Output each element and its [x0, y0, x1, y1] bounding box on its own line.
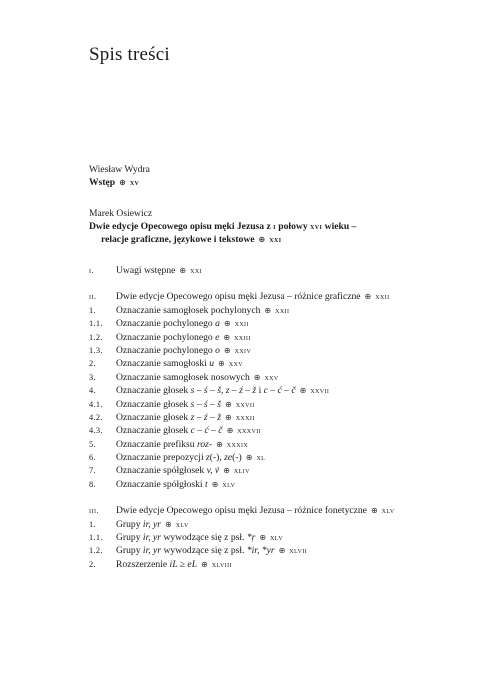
toc-entry-page: xliv [233, 465, 250, 476]
chapter-title-part: połowy [278, 221, 308, 232]
chapter-entry[interactable] [89, 220, 429, 246]
ornament-icon: ⊕ [223, 319, 231, 329]
toc-entry[interactable] [89, 398, 429, 411]
toc-entry-text: Grupy [116, 532, 143, 544]
toc-entry[interactable] [89, 317, 429, 330]
toc-list [89, 264, 429, 571]
toc-entry-text: Uwagi wstępne [116, 265, 176, 276]
toc-entry-number: 8. [89, 479, 96, 489]
toc-entry-text: c – ć – č [263, 385, 296, 397]
toc-entry-text: v, v́ [206, 465, 220, 477]
toc-entry[interactable] [89, 504, 429, 517]
toc-entry-text: s – ś – š, z – ź – ž [190, 385, 257, 397]
ornament-icon: ⊕ [201, 559, 208, 569]
toc-entry-page: xlv [222, 478, 236, 489]
toc-entry-page: xxvii [310, 385, 330, 396]
chapter-author: Marek Osiewicz [89, 208, 153, 219]
chapter-title-part: Dwie edycje Opecowego opisu męki Jezusa z [89, 221, 271, 232]
toc-entry[interactable] [89, 344, 429, 357]
toc-entry-number: 1. [89, 519, 96, 529]
ornament-icon: ⊕ [299, 386, 307, 396]
toc-entry-label [116, 558, 232, 571]
toc-entry-text: Oznaczanie spółgłosek [116, 465, 207, 477]
toc-entry-text: ir, yr [142, 545, 162, 557]
toc-entry-number: 4.1. [89, 399, 103, 409]
toc-entry-label [116, 424, 261, 437]
toc-entry-text: Oznaczanie samogłosek pochylonych [116, 304, 261, 316]
toc-entry-number: 1.1. [89, 319, 103, 329]
toc-entry-page: xxii [275, 304, 290, 315]
toc-entry-number: 5. [89, 439, 96, 449]
toc-entry-text: i [256, 385, 264, 397]
toc-entry-text: t [204, 478, 208, 490]
toc-entry-page: xxxii [235, 411, 255, 422]
toc-entry-number: 1.1. [89, 533, 103, 543]
toc-entry-text: *ṛ [246, 532, 256, 544]
ornament-icon: ⊕ [278, 546, 286, 556]
toc-entry-label [116, 398, 255, 411]
toc-entry-text: Oznaczanie głosek [116, 411, 191, 423]
toc-entry-text: Oznaczanie głosek [116, 398, 191, 410]
toc-entry-label [116, 290, 390, 303]
intro-author: Wiesław Wydra [89, 164, 150, 175]
toc-entry-label [116, 384, 329, 397]
toc-entry[interactable] [89, 384, 429, 397]
toc-entry-text: Grupy [116, 545, 143, 557]
chapter-page: xxi [269, 234, 282, 244]
toc-entry-number: iii. [89, 506, 99, 516]
toc-entry-page: xlv [270, 532, 284, 543]
toc-entry-number: 4.3. [89, 426, 103, 436]
ornament-icon: ⊕ [253, 372, 261, 382]
toc-entry-text: Rozszerzenie [116, 558, 170, 570]
toc-entry-page: xlviii [211, 558, 232, 569]
ornament-icon: ⊕ [364, 292, 372, 302]
toc-entry[interactable] [89, 518, 429, 531]
toc-entry-label [116, 304, 289, 317]
toc-entry-text: Oznaczanie pochylonego [116, 344, 216, 356]
toc-entry-text: Dwie edycje Opecowego opisu męki Jezusa – różnice graficzne [116, 291, 361, 303]
toc-entry-text: ir, yr [142, 532, 162, 544]
toc-entry-label [116, 451, 265, 464]
ornament-icon: ⊕ [119, 178, 126, 187]
ornament-icon: ⊕ [211, 479, 219, 489]
toc-entry-number: i. [89, 266, 94, 275]
ornament-icon: ⊕ [223, 345, 231, 355]
toc-entry-page: xxv [228, 358, 243, 369]
toc-entry-number: 4. [89, 386, 96, 396]
toc-entry[interactable] [89, 438, 429, 451]
toc-entry-label [116, 331, 251, 344]
toc-entry-number: 1.2. [89, 332, 103, 342]
toc-entry-text: z – ź – ž [190, 411, 221, 423]
toc-entry-text: (-), [209, 452, 225, 464]
ornament-icon: ⊕ [370, 506, 378, 516]
toc-section [89, 290, 429, 491]
toc-entry-text: Oznaczanie pochylonego [116, 318, 216, 330]
toc-section [89, 504, 429, 571]
toc-entry-label [116, 518, 189, 531]
toc-entry-text: Oznaczanie samogłoski [116, 358, 210, 370]
toc-entry-text: Oznaczanie spółgłoski [116, 478, 205, 490]
toc-entry[interactable] [89, 464, 429, 477]
toc-entry-page: xxii [375, 291, 390, 302]
toc-entry-text: Oznaczanie prepozycji [116, 452, 207, 464]
toc-entry-page: xl [256, 452, 266, 463]
toc-entry-page: xxiv [234, 344, 252, 355]
chapter-title-roman: i [273, 221, 276, 231]
toc-entry-page: xlv [175, 518, 189, 529]
toc-entry-page: xxii [234, 318, 249, 329]
toc-entry-text: ze [224, 452, 233, 464]
toc-entry-number: 2. [89, 559, 96, 569]
chapter-title-part: relacje graficzne, językowe i tekstowe [101, 234, 255, 245]
toc-entry-text: Dwie edycje Opecowego opisu męki Jezusa – różnice fonetyczne [116, 505, 367, 517]
toc-entry-text: Grupy [116, 518, 143, 530]
intro-entry[interactable] [89, 176, 429, 189]
toc-entry[interactable] [89, 451, 429, 464]
toc-entry-label [116, 317, 249, 330]
toc-entry-page: xxv [264, 371, 279, 382]
toc-entry[interactable] [89, 357, 429, 370]
toc-entry-label [116, 504, 395, 517]
toc-entry-page: xxxix [226, 438, 249, 449]
toc-entry-text: (-) [232, 452, 242, 464]
toc-entry-text: a [215, 318, 220, 330]
toc-entry-text: roz- [196, 438, 213, 450]
toc-entry-label [116, 264, 202, 277]
toc-entry-page: xlv [381, 505, 395, 516]
toc-entry-number: 1. [89, 305, 96, 315]
toc-entry-text: ir, yr [142, 518, 162, 530]
toc-entry[interactable] [89, 478, 429, 491]
toc-entry-label [116, 411, 255, 424]
chapter-title-roman: xvi [310, 221, 323, 231]
toc-entry-page: xxi [190, 265, 202, 275]
ornament-icon: ⊕ [216, 439, 223, 449]
ornament-icon: ⊕ [224, 412, 232, 422]
toc-entry-number: 2. [89, 359, 96, 369]
toc-entry-number: ii. [89, 292, 97, 302]
toc-entry-text: *ir, *yr [246, 545, 275, 557]
ornament-icon: ⊕ [245, 453, 253, 463]
toc-entry-label [116, 357, 243, 370]
ornament-icon: ⊕ [223, 332, 231, 342]
toc-entry[interactable] [89, 331, 429, 344]
ornament-icon: ⊕ [264, 305, 272, 315]
page-title: Spis treści [89, 44, 170, 65]
toc-entry[interactable] [89, 264, 429, 277]
toc-entry[interactable] [89, 558, 429, 571]
toc-entry-number: 3. [89, 372, 96, 382]
toc-entry[interactable] [89, 290, 429, 303]
toc-entry-text: iL ≥ eL [169, 558, 198, 570]
toc-entry-text: e [215, 331, 220, 343]
toc-entry-text: wywodzące się z psł. [161, 545, 247, 557]
toc-entry[interactable] [89, 371, 429, 384]
ornament-icon: ⊕ [179, 266, 187, 275]
toc-entry-number: 7. [89, 466, 96, 476]
toc-entry-text: u [209, 358, 215, 370]
intro-title: Wstęp [89, 177, 116, 188]
ornament-icon: ⊕ [218, 359, 225, 369]
toc-entry-number: 4.2. [89, 412, 103, 422]
toc-entry-text: s – ś – š [190, 398, 221, 410]
ornament-icon: ⊕ [223, 466, 230, 476]
intro-block [89, 163, 429, 189]
intro-page: xv [129, 177, 140, 187]
toc-entry-text: c – ć – č [190, 425, 223, 437]
toc-entry-text: Oznaczanie głosek [116, 425, 191, 437]
toc-entry-label [116, 344, 251, 357]
toc-entry-text: Oznaczanie głosek [116, 385, 191, 397]
toc-entry[interactable] [89, 411, 429, 424]
toc-entry-number: 1.3. [89, 345, 103, 355]
toc-entry-page: xxvii [235, 398, 255, 409]
toc-entry-label [116, 531, 283, 544]
chapter-block [89, 207, 429, 246]
chapter-title-part: wieku – [324, 221, 357, 232]
toc-entry-label [116, 438, 248, 451]
toc-entry-number: 1.2. [89, 546, 103, 556]
toc-entry[interactable] [89, 304, 429, 317]
ornament-icon: ⊕ [224, 399, 232, 409]
toc-entry-text: wywodzące się z psł. [161, 532, 247, 544]
ornament-icon: ⊕ [259, 533, 267, 543]
toc-entry-number: 6. [89, 453, 96, 463]
toc-entry-label [116, 464, 250, 477]
toc-entry-label [116, 544, 307, 557]
toc-entry-text: Oznaczanie samogłosek nosowych [116, 371, 250, 383]
ornament-icon: ⊕ [165, 519, 172, 529]
toc-entry-page: xxxvii [237, 425, 261, 436]
toc-entry-text: Oznaczanie pochylonego [116, 331, 216, 343]
toc-entry-page: xxiii [234, 331, 251, 342]
toc-entry[interactable] [89, 544, 429, 557]
toc-section [89, 264, 429, 277]
toc-entry-label [116, 478, 235, 491]
toc-entry-text: o [215, 344, 220, 356]
toc-entry[interactable] [89, 531, 429, 544]
toc-entry-text: z [206, 452, 210, 464]
toc-entry-page: xlvii [289, 545, 308, 556]
toc-entry-text: Oznaczanie prefiksu [116, 438, 197, 450]
ornament-icon: ⊕ [226, 426, 234, 436]
toc-entry-label [116, 371, 279, 384]
toc-entry[interactable] [89, 424, 429, 437]
ornament-icon: ⊕ [258, 235, 266, 244]
